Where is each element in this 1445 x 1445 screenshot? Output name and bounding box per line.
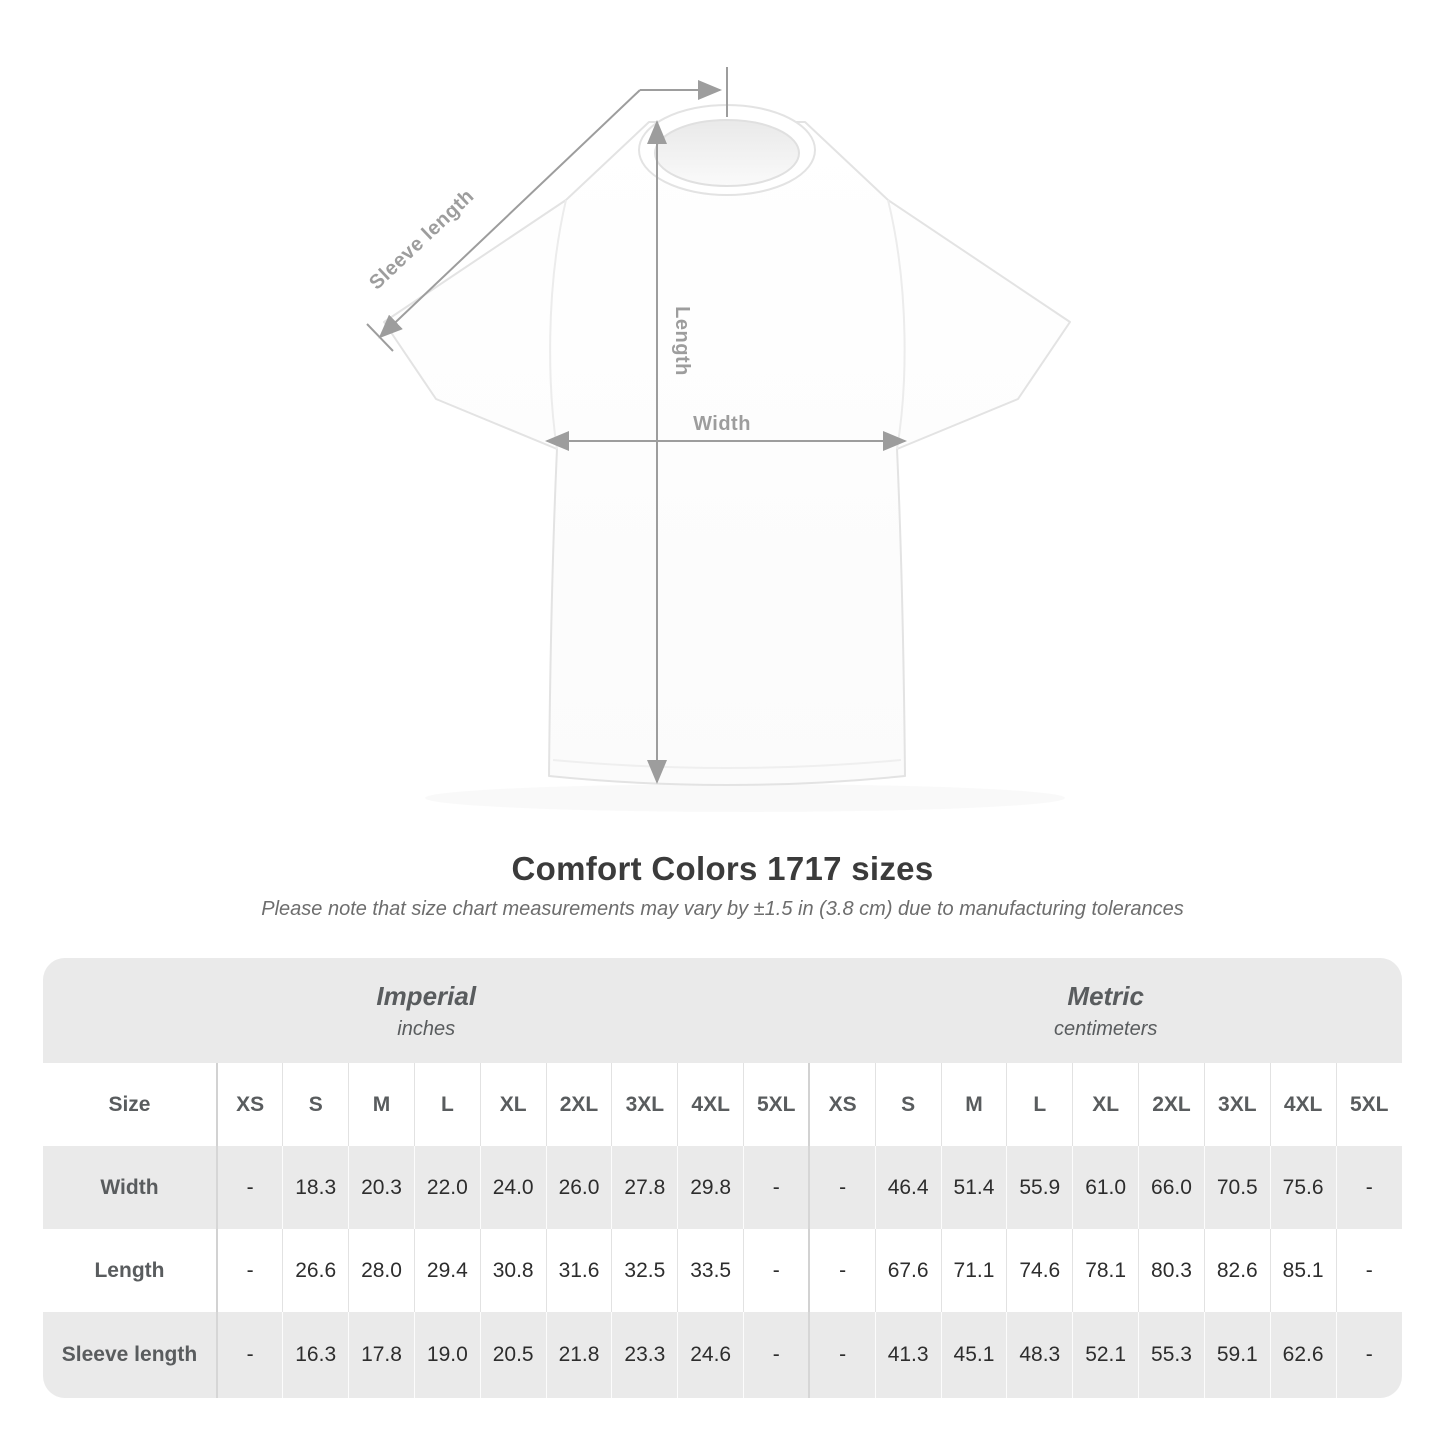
value-cell: - bbox=[217, 1146, 283, 1229]
size-header-cell: XL bbox=[480, 1063, 546, 1146]
unit-section-row bbox=[43, 958, 1402, 1063]
value-cell: 32.5 bbox=[612, 1229, 678, 1312]
page-title: Comfort Colors 1717 sizes bbox=[511, 850, 934, 887]
table-row bbox=[43, 1229, 1402, 1312]
tolerance-note: Please note that size chart measurements may vary by ±1.5 in (3.8 cm) due to manufacturing tolerances bbox=[261, 898, 1184, 920]
imperial-label: Imperial bbox=[376, 980, 477, 1011]
value-cell: 33.5 bbox=[678, 1229, 744, 1312]
size-header-cell: S bbox=[283, 1063, 349, 1146]
value-cell: 20.5 bbox=[480, 1312, 546, 1398]
value-cell: - bbox=[809, 1146, 875, 1229]
value-cell: 16.3 bbox=[283, 1312, 349, 1398]
value-cell: - bbox=[744, 1146, 810, 1229]
table-row bbox=[43, 1146, 1402, 1229]
size-header-cell: 4XL bbox=[678, 1063, 744, 1146]
row-label: Width bbox=[100, 1175, 159, 1199]
value-cell: - bbox=[217, 1312, 283, 1398]
value-cell: 45.1 bbox=[941, 1312, 1007, 1398]
value-cell: 29.8 bbox=[678, 1146, 744, 1229]
size-header-cell: M bbox=[349, 1063, 415, 1146]
value-cell: 31.6 bbox=[546, 1229, 612, 1312]
size-header-cell: 2XL bbox=[546, 1063, 612, 1146]
value-cell: 70.5 bbox=[1204, 1146, 1270, 1229]
collar-opening bbox=[655, 120, 799, 186]
value-cell: - bbox=[744, 1312, 810, 1398]
size-header-cell: 4XL bbox=[1270, 1063, 1336, 1146]
value-cell: 30.8 bbox=[480, 1229, 546, 1312]
value-cell: - bbox=[809, 1312, 875, 1398]
value-cell: 24.6 bbox=[678, 1312, 744, 1398]
metric-label: Metric bbox=[1067, 980, 1144, 1011]
value-cell: 74.6 bbox=[1007, 1229, 1073, 1312]
value-cell: 55.9 bbox=[1007, 1146, 1073, 1229]
table-row bbox=[43, 1312, 1402, 1398]
tshirt-body bbox=[384, 122, 1070, 785]
row-label: Sleeve length bbox=[61, 1343, 198, 1366]
value-cell: - bbox=[1336, 1146, 1402, 1229]
value-cell: 26.0 bbox=[546, 1146, 612, 1229]
size-header-cell: 2XL bbox=[1139, 1063, 1205, 1146]
tshirt-illustration bbox=[384, 105, 1070, 785]
value-cell: 71.1 bbox=[941, 1229, 1007, 1312]
length-label: Length bbox=[671, 306, 693, 376]
value-cell: 85.1 bbox=[1270, 1229, 1336, 1312]
metric-section-header bbox=[809, 958, 1402, 1063]
sleeve-length-label: Sleeve length bbox=[365, 185, 479, 295]
value-cell: 28.0 bbox=[349, 1229, 415, 1312]
value-cell: 59.1 bbox=[1204, 1312, 1270, 1398]
size-header-cell: XS bbox=[217, 1063, 283, 1146]
width-label: Width bbox=[693, 413, 751, 435]
value-cell: 80.3 bbox=[1139, 1229, 1205, 1312]
size-header-cell: XL bbox=[1073, 1063, 1139, 1146]
value-cell: - bbox=[744, 1229, 810, 1312]
size-table bbox=[43, 958, 1402, 1398]
imperial-section-header bbox=[43, 958, 809, 1063]
size-header-cell: 3XL bbox=[1204, 1063, 1270, 1146]
size-header-row bbox=[43, 1063, 1402, 1146]
size-table-grid bbox=[43, 958, 1402, 1398]
value-cell: 75.6 bbox=[1270, 1146, 1336, 1229]
value-cell: 67.6 bbox=[875, 1229, 941, 1312]
value-cell: - bbox=[809, 1229, 875, 1312]
size-header-cell: L bbox=[1007, 1063, 1073, 1146]
value-cell: 66.0 bbox=[1139, 1146, 1205, 1229]
value-cell: - bbox=[1336, 1229, 1402, 1312]
shirt-shadow bbox=[425, 784, 1065, 812]
value-cell: 61.0 bbox=[1073, 1146, 1139, 1229]
value-cell: 29.4 bbox=[414, 1229, 480, 1312]
size-header-cell: M bbox=[941, 1063, 1007, 1146]
value-cell: 22.0 bbox=[414, 1146, 480, 1229]
value-cell: 82.6 bbox=[1204, 1229, 1270, 1312]
value-cell: 55.3 bbox=[1139, 1312, 1205, 1398]
size-header-cell: XS bbox=[809, 1063, 875, 1146]
metric-unit-label: centimeters bbox=[1054, 1018, 1158, 1041]
size-header-cell: 5XL bbox=[1336, 1063, 1402, 1146]
value-cell: 27.8 bbox=[612, 1146, 678, 1229]
measurement-rows bbox=[43, 1146, 1402, 1398]
value-cell: - bbox=[217, 1229, 283, 1312]
value-cell: 24.0 bbox=[480, 1146, 546, 1229]
value-cell: 52.1 bbox=[1073, 1312, 1139, 1398]
size-header-cell: 5XL bbox=[744, 1063, 810, 1146]
value-cell: 23.3 bbox=[612, 1312, 678, 1398]
value-cell: 26.6 bbox=[283, 1229, 349, 1312]
imperial-unit-label: inches bbox=[397, 1018, 456, 1041]
size-header-cell: S bbox=[875, 1063, 941, 1146]
value-cell: - bbox=[1336, 1312, 1402, 1398]
value-cell: 46.4 bbox=[875, 1146, 941, 1229]
value-cell: 62.6 bbox=[1270, 1312, 1336, 1398]
value-cell: 19.0 bbox=[414, 1312, 480, 1398]
value-cell: 17.8 bbox=[349, 1312, 415, 1398]
value-cell: 48.3 bbox=[1007, 1312, 1073, 1398]
row-label: Length bbox=[94, 1258, 165, 1282]
value-cell: 78.1 bbox=[1073, 1229, 1139, 1312]
value-cell: 51.4 bbox=[941, 1146, 1007, 1229]
size-column-header: Size bbox=[43, 1063, 217, 1146]
value-cell: 41.3 bbox=[875, 1312, 941, 1398]
value-cell: 21.8 bbox=[546, 1312, 612, 1398]
value-cell: 18.3 bbox=[283, 1146, 349, 1229]
value-cell: 20.3 bbox=[349, 1146, 415, 1229]
size-header-cell: L bbox=[414, 1063, 480, 1146]
size-header-cell: 3XL bbox=[612, 1063, 678, 1146]
